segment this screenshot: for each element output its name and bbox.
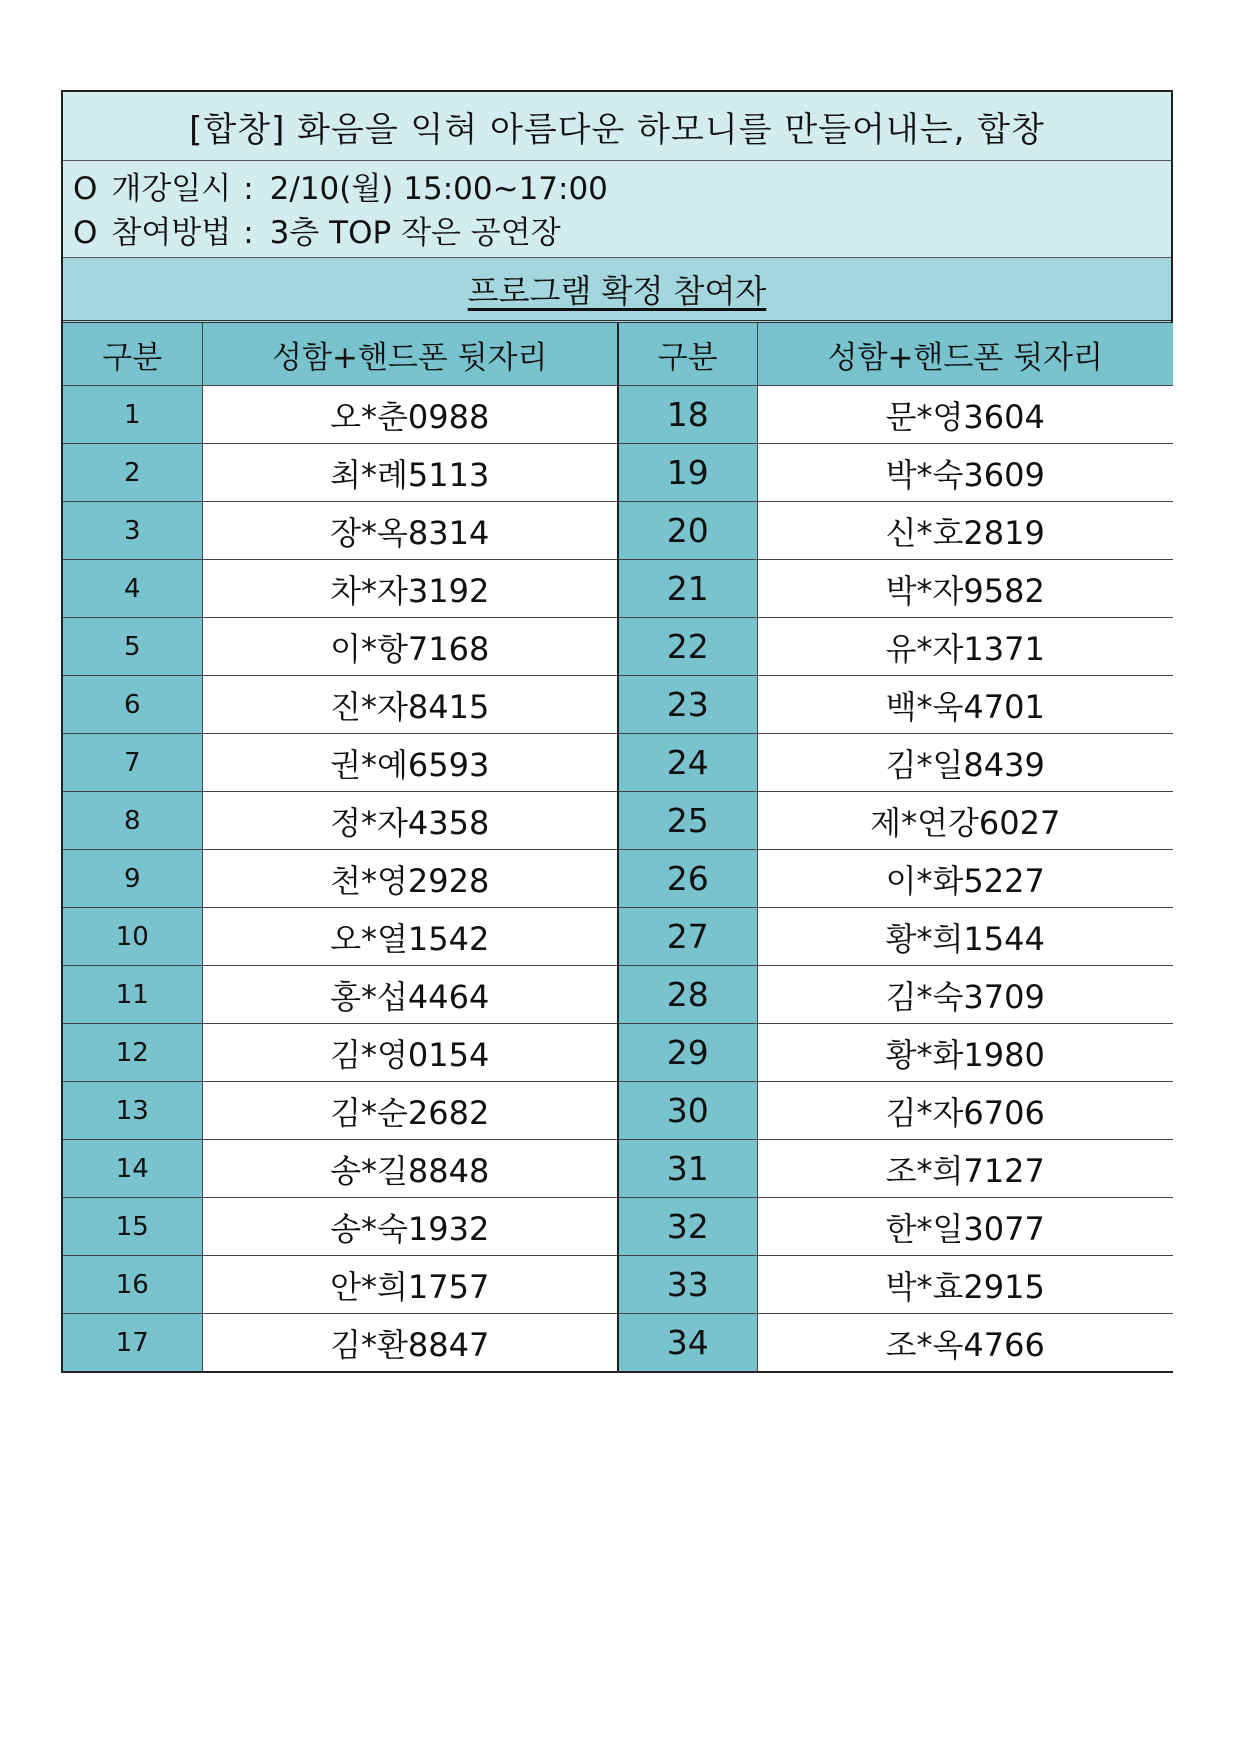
row-number-left: 7: [63, 734, 202, 792]
row-number-right: 20: [618, 502, 757, 560]
table-row: [63, 1140, 1173, 1198]
row-number-left: 11: [63, 966, 202, 1024]
participant-name-left: 장*옥8314: [202, 502, 618, 560]
participant-name-left: 진*자8415: [202, 676, 618, 734]
participant-name-right: 한*일3077: [757, 1198, 1173, 1256]
row-number-right: 30: [618, 1082, 757, 1140]
document-title: [63, 92, 1171, 161]
participant-name-right: 백*욱4701: [757, 676, 1173, 734]
participant-table: [63, 323, 1173, 1371]
table-header-row: [63, 323, 1173, 386]
row-number-left: 6: [63, 676, 202, 734]
row-number-right: 27: [618, 908, 757, 966]
row-number-right: 29: [618, 1024, 757, 1082]
section-title: [63, 258, 1171, 323]
row-number-left: 5: [63, 618, 202, 676]
row-number-right: 21: [618, 560, 757, 618]
row-number-right: 31: [618, 1140, 757, 1198]
table-row: [63, 502, 1173, 560]
table-row: [63, 850, 1173, 908]
table-row: [63, 734, 1173, 792]
participant-table-body: [63, 386, 1173, 1372]
participant-name-right: 황*희1544: [757, 908, 1173, 966]
participant-name-left: 홍*섭4464: [202, 966, 618, 1024]
row-number-right: 24: [618, 734, 757, 792]
row-number-left: 16: [63, 1256, 202, 1314]
participant-name-left: 오*열1542: [202, 908, 618, 966]
info-label: 개강일시: [111, 171, 232, 207]
participant-name-right: 박*자9582: [757, 560, 1173, 618]
row-number-right: 34: [618, 1314, 757, 1372]
row-number-right: 25: [618, 792, 757, 850]
participant-name-left: 김*환8847: [202, 1314, 618, 1372]
participant-name-left: 최*례5113: [202, 444, 618, 502]
row-number-left: 2: [63, 444, 202, 502]
title-text: [합창] 화음을 익혀 아름다운 하모니를 만들어내는, 합창: [189, 109, 1045, 150]
row-number-left: 13: [63, 1082, 202, 1140]
participant-sheet: [61, 90, 1173, 1373]
participant-name-left: 송*길8848: [202, 1140, 618, 1198]
participant-name-right: 박*숙3609: [757, 444, 1173, 502]
row-number-left: 9: [63, 850, 202, 908]
row-number-left: 12: [63, 1024, 202, 1082]
participant-name-left: 김*영0154: [202, 1024, 618, 1082]
participant-name-right: 이*화5227: [757, 850, 1173, 908]
participant-name-left: 김*순2682: [202, 1082, 618, 1140]
participant-name-right: 김*일8439: [757, 734, 1173, 792]
participant-name-left: 송*숙1932: [202, 1198, 618, 1256]
participant-name-right: 김*숙3709: [757, 966, 1173, 1024]
row-number-left: 10: [63, 908, 202, 966]
row-number-right: 32: [618, 1198, 757, 1256]
row-number-left: 14: [63, 1140, 202, 1198]
participant-name-right: 박*효2915: [757, 1256, 1173, 1314]
table-row: [63, 676, 1173, 734]
participant-name-right: 문*영3604: [757, 386, 1173, 444]
table-row: [63, 1256, 1173, 1314]
participant-name-left: 권*예6593: [202, 734, 618, 792]
participant-name-left: 이*항7168: [202, 618, 618, 676]
table-row: [63, 444, 1173, 502]
row-number-left: 8: [63, 792, 202, 850]
info-value: 3층 TOP 작은 공연장: [269, 215, 561, 251]
participant-name-left: 천*영2928: [202, 850, 618, 908]
table-row: [63, 1024, 1173, 1082]
participant-name-left: 안*희1757: [202, 1256, 618, 1314]
row-number-left: 3: [63, 502, 202, 560]
section-title-text: 프로그램 확정 참여자: [467, 272, 767, 310]
row-number-left: 4: [63, 560, 202, 618]
participant-name-left: 정*자4358: [202, 792, 618, 850]
info-value: 2/10(월) 15:00~17:00: [269, 171, 608, 207]
participant-name-right: 제*연강6027: [757, 792, 1173, 850]
header-num-right: 구분: [618, 323, 757, 386]
info-bullet: O: [73, 171, 98, 207]
table-row: [63, 1314, 1173, 1372]
table-row: [63, 386, 1173, 444]
table-row: [63, 560, 1173, 618]
participant-name-left: 차*자3192: [202, 560, 618, 618]
row-number-right: 19: [618, 444, 757, 502]
info-schedule: [73, 167, 1171, 211]
row-number-left: 17: [63, 1314, 202, 1372]
row-number-right: 28: [618, 966, 757, 1024]
info-colon: :: [243, 215, 254, 251]
row-number-left: 1: [63, 386, 202, 444]
row-number-right: 23: [618, 676, 757, 734]
row-number-right: 26: [618, 850, 757, 908]
row-number-right: 18: [618, 386, 757, 444]
table-row: [63, 1198, 1173, 1256]
info-colon: :: [243, 171, 254, 207]
participant-name-right: 신*호2819: [757, 502, 1173, 560]
participant-name-right: 김*자6706: [757, 1082, 1173, 1140]
participant-name-right: 조*옥4766: [757, 1314, 1173, 1372]
table-row: [63, 618, 1173, 676]
info-location: [73, 211, 1171, 255]
participant-name-right: 조*희7127: [757, 1140, 1173, 1198]
header-name-right: 성함+핸드폰 뒷자리: [757, 323, 1173, 386]
table-row: [63, 966, 1173, 1024]
header-name-left: 성함+핸드폰 뒷자리: [202, 323, 618, 386]
info-bullet: O: [73, 215, 98, 251]
info-label: 참여방법: [111, 215, 232, 251]
header-num-left: 구분: [63, 323, 202, 386]
row-number-right: 33: [618, 1256, 757, 1314]
row-number-left: 15: [63, 1198, 202, 1256]
participant-name-left: 오*춘0988: [202, 386, 618, 444]
info-block: [63, 161, 1171, 258]
table-row: [63, 1082, 1173, 1140]
table-row: [63, 792, 1173, 850]
row-number-right: 22: [618, 618, 757, 676]
table-row: [63, 908, 1173, 966]
participant-name-right: 황*화1980: [757, 1024, 1173, 1082]
participant-name-right: 유*자1371: [757, 618, 1173, 676]
